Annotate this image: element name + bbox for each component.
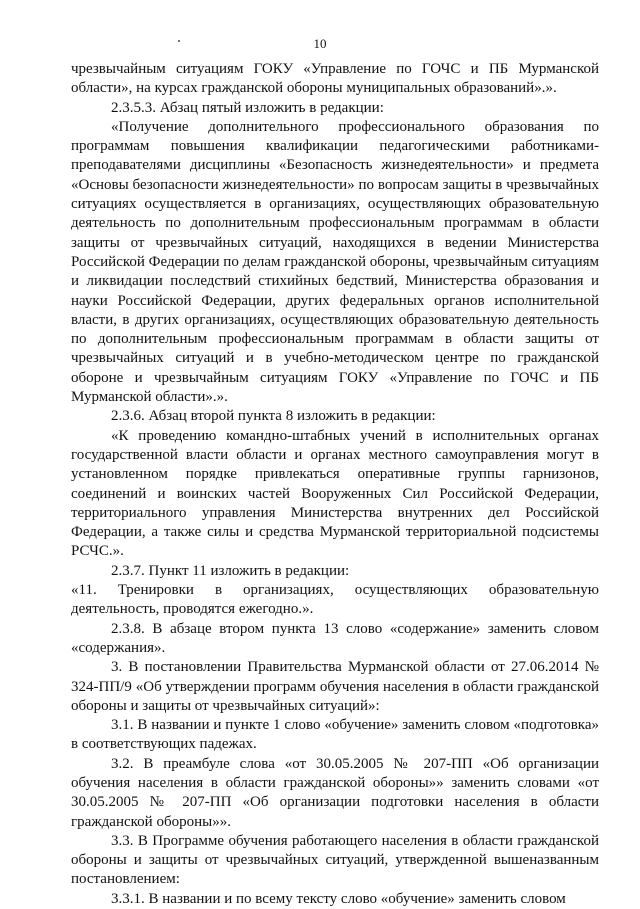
clause-2-3-6: 2.3.6. Абзац второй пункта 8 изложить в редакции: [111,408,436,425]
clause-3-3-1: 3.3.1. В названии и по всему тексту слово «обучение» заменить словом [111,890,566,907]
clause-2-3-7: 2.3.7. Пункт 11 изложить в редакции: [111,562,350,579]
clause-2-3-5-3: 2.3.5.3. Абзац пятый изложить в редакции: [111,99,384,116]
page-number: 10 [313,36,327,51]
clause-2-3-8: 2.3.8. В абзаце втором пункта 13 слово «содержание» заменить словом «содержания». [71,620,599,656]
clause-3-2: 3.2. В преамбуле слова «от 30.05.2005 № 207-ПП «Об организации обучения населения в области гражданской обороны»» заменить словами «от 30.05.2005 № 207-ПП «Об организации подготовки населения в области гражданской обороны»». [71,755,599,830]
document-body [71,60,599,909]
clause-2-3-6-text: «К проведению командно-штабных учений в исполнительных органах государственной власти области и органах местного самоуправления могут в установленном порядке привлекаться оперативные группы гарнизонов, соединений и воинских частей Вооруженных Сил Российской Федерации, территориального управления Министерства внутренних дел Российской Федерации, а также силы и средства Мурманской территориальной подсистемы РСЧС.». [71,427,599,560]
clause-3-3: 3.3. В Программе обучения работающего населения в области гражданской обороны и защиты от чрезвычайных ситуаций, утвержденной вышеназванным постановлением: [71,832,599,888]
clause-2-3-5-3-text: «Получение дополнительного профессионального образования по программам повышения квалификации педагогическими работниками-преподавателями дисциплины «Безопасность жизнедеятельности» и предмета «Основы безопасности жизнедеятельности» по вопросам защиты в чрезвычайных ситуациях осуществляется в организациях, осуществляющих образовательную деятельность по дополнительным профессиональным программам в области защиты от чрезвычайных ситуаций, находящихся в ведении Министерства Российской Федерации по делам гражданской обороны, чрезвычайным ситуациям и ликвидации последствий стихийных бедствий, Министерства образования и науки Российской Федерации, других федеральных органов исполнительной власти, в других организациях, осуществляющих образовательную деятельность по дополнительным профессиональным программам в области защиты от чрезвычайных ситуаций и в учебно-методическом центре по гражданской обороне и чрезвычайным ситуациям ГОКУ «Управление по ГОЧС и ПБ Мурманской области».». [71,118,599,406]
clause-3: 3. В постановлении Правительства Мурманской области от 27.06.2014 № 324-ПП/9 «Об утверждении программ обучения населения в области гражданской обороны и защиты от чрезвычайных ситуаций»: [71,659,599,714]
continued-paragraph: чрезвычайным ситуациям ГОКУ «Управление по ГОЧС и ПБ Мурманской области», на курсах гражданской обороны муниципальных образований».». [71,61,599,97]
clause-2-3-7-text: «11. Тренировки в организациях, осуществляющих образовательную деятельность, проводятся ежегодно.». [71,582,599,618]
scan-speck [178,40,180,42]
clause-3-1: 3.1. В названии и пункте 1 слово «обучение» заменить словом «подготовка» в соответствующих падежах. [71,717,599,753]
